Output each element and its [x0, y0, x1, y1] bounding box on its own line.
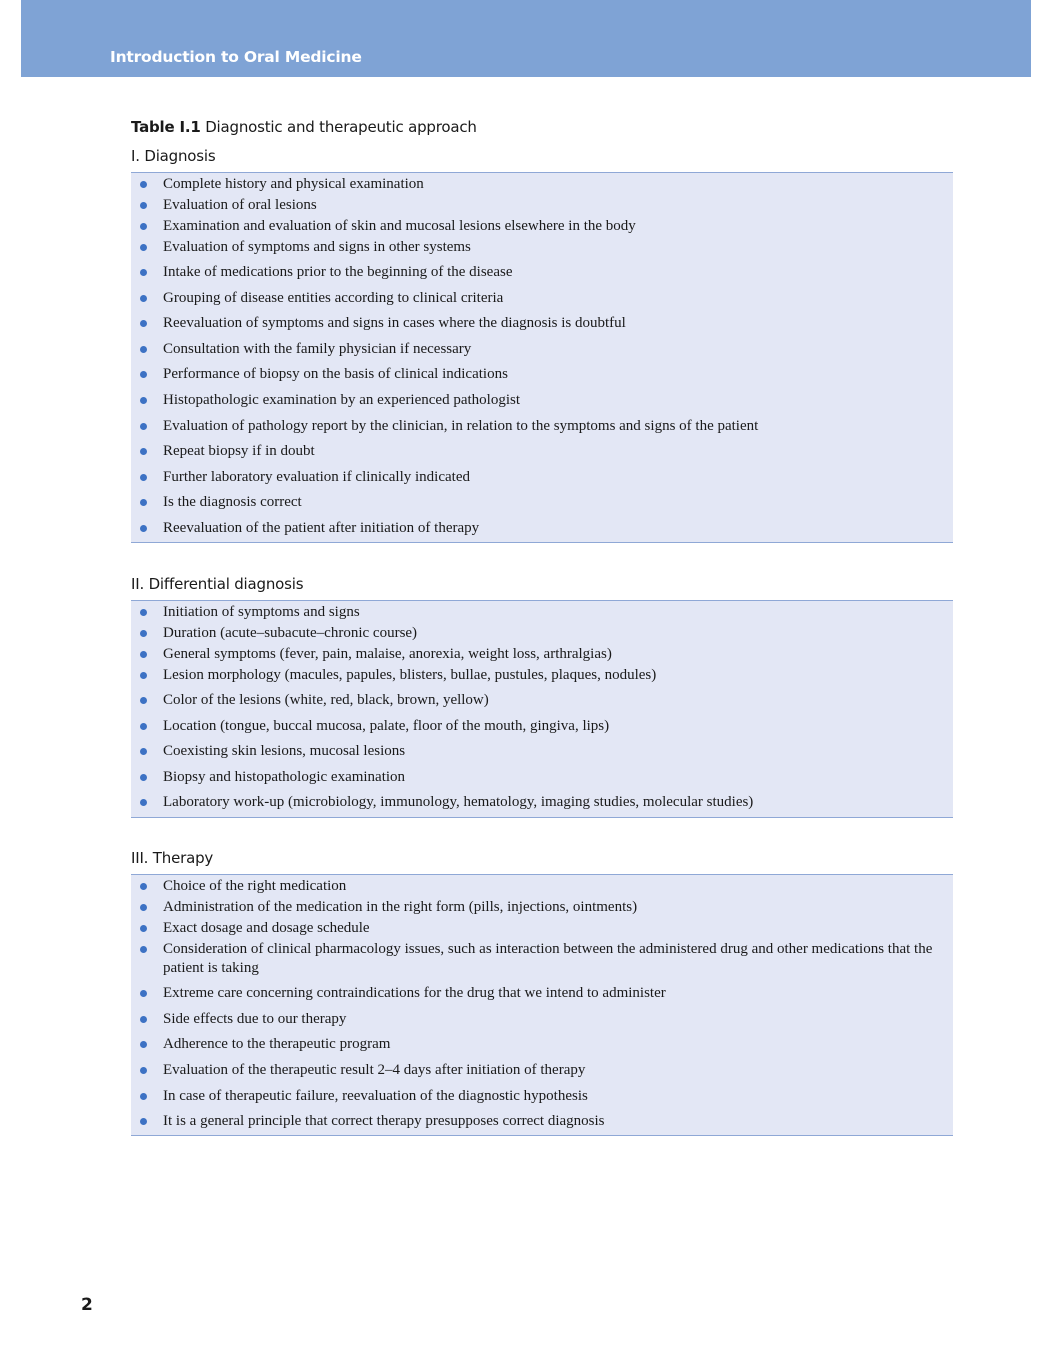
list-item-text: It is a general principle that correct therapy presupposes correct diagnosis [163, 1113, 605, 1129]
list-item-text: Further laboratory evaluation if clinically indicated [163, 469, 470, 485]
bullet-icon [140, 990, 147, 997]
list-item-text: Exact dosage and dosage schedule [163, 920, 370, 936]
table-caption-text: Diagnostic and therapeutic approach [200, 118, 477, 136]
list-item-text: Histopathologic examination by an experienced pathologist [163, 392, 520, 408]
bullet-icon [140, 244, 147, 251]
bullet-icon [140, 397, 147, 404]
table-number: Table I.1 [131, 118, 201, 136]
bullet-icon [140, 609, 147, 616]
list-item-text: Reevaluation of symptoms and signs in cases where the diagnosis is doubtful [163, 315, 626, 331]
bullet-icon [140, 525, 147, 532]
section-title-therapy: III. Therapy [131, 849, 214, 867]
list-item-text: Adherence to the therapeutic program [163, 1036, 391, 1052]
list-item-text: Duration (acute–subacute–chronic course) [163, 625, 418, 641]
bullet-icon [140, 774, 147, 781]
list-item-text: Location (tongue, buccal mucosa, palate, floor of the mouth, gingiva, lips) [163, 718, 610, 734]
bullet-icon [140, 1041, 147, 1048]
list-item-text: Evaluation of the therapeutic result 2–4 days after initiation of therapy [163, 1062, 586, 1078]
bullet-icon [140, 1016, 147, 1023]
bullet-icon [140, 904, 147, 911]
bullet-icon [140, 269, 147, 276]
list-item-text: Consideration of clinical pharmacology issues, such as interaction between the administered drug and other medications that the patient is taking [163, 941, 933, 976]
bullet-icon [140, 371, 147, 378]
list-item-text: Consultation with the family physician if necessary [163, 341, 472, 357]
bullet-icon [140, 946, 147, 953]
bullet-icon [140, 448, 147, 455]
section-title-diagnosis: I. Diagnosis [131, 147, 216, 165]
list-item-text: Examination and evaluation of skin and mucosal lesions elsewhere in the body [163, 218, 636, 234]
bullet-icon [140, 1118, 147, 1125]
list-item-text: Is the diagnosis correct [163, 494, 302, 510]
bullet-icon [140, 295, 147, 302]
bullet-icon [140, 346, 147, 353]
bullet-icon [140, 883, 147, 890]
list-item-text: Initiation of symptoms and signs [163, 604, 360, 620]
bullet-icon [140, 202, 147, 209]
bullet-icon [140, 499, 147, 506]
list-item-text: Color of the lesions (white, red, black, brown, yellow) [163, 692, 489, 708]
list-item-text: Laboratory work-up (microbiology, immunology, hematology, imaging studies, molecular studies) [163, 794, 754, 810]
list-item-text: Evaluation of symptoms and signs in other systems [163, 239, 471, 255]
bullet-icon [140, 672, 147, 679]
list-item-text: Performance of biopsy on the basis of clinical indications [163, 366, 508, 382]
list-item-text: Extreme care concerning contraindications for the drug that we intend to administer [163, 985, 666, 1001]
running-header-title: Introduction to Oral Medicine [110, 48, 362, 66]
section-box-differential-diagnosis [131, 600, 953, 818]
bullet-icon [140, 630, 147, 637]
list-item-text: Administration of the medication in the right form (pills, injections, ointments) [163, 899, 638, 915]
list-item-text: Choice of the right medication [163, 878, 347, 894]
list-item-text: Reevaluation of the patient after initiation of therapy [163, 520, 480, 536]
bullet-icon [140, 474, 147, 481]
section-box-therapy [131, 874, 953, 1136]
list-item-text: Intake of medications prior to the beginning of the disease [163, 264, 513, 280]
bullet-icon [140, 1093, 147, 1100]
bullet-icon [140, 748, 147, 755]
bullet-icon [140, 799, 147, 806]
bullet-icon [140, 320, 147, 327]
list-item-text: Coexisting skin lesions, mucosal lesions [163, 743, 406, 759]
bullet-icon [140, 723, 147, 730]
list-item-text: Complete history and physical examination [163, 176, 424, 192]
bullet-icon [140, 181, 147, 188]
page-number: 2 [81, 1295, 93, 1315]
bullet-icon [140, 651, 147, 658]
bullet-icon [140, 925, 147, 932]
table-caption [131, 118, 477, 136]
list-item-text: In case of therapeutic failure, reevaluation of the diagnostic hypothesis [163, 1088, 588, 1104]
list-item-text: Evaluation of pathology report by the clinician, in relation to the symptoms and signs of the patient [163, 418, 759, 434]
list-item-text: Lesion morphology (macules, papules, blisters, bullae, pustules, plaques, nodules) [163, 667, 657, 683]
list-item-text: Evaluation of oral lesions [163, 197, 317, 213]
list-item-text: General symptoms (fever, pain, malaise, anorexia, weight loss, arthralgias) [163, 646, 612, 662]
bullet-icon [140, 423, 147, 430]
section-title-differential-diagnosis: II. Differential diagnosis [131, 575, 304, 593]
bullet-icon [140, 1067, 147, 1074]
bullet-icon [140, 697, 147, 704]
section-box-diagnosis [131, 172, 953, 543]
bullet-icon [140, 223, 147, 230]
list-item-text: Biopsy and histopathologic examination [163, 769, 406, 785]
list-item-text: Side effects due to our therapy [163, 1011, 347, 1027]
list-item-text: Grouping of disease entities according to clinical criteria [163, 290, 504, 306]
list-item-text: Repeat biopsy if in doubt [163, 443, 315, 459]
